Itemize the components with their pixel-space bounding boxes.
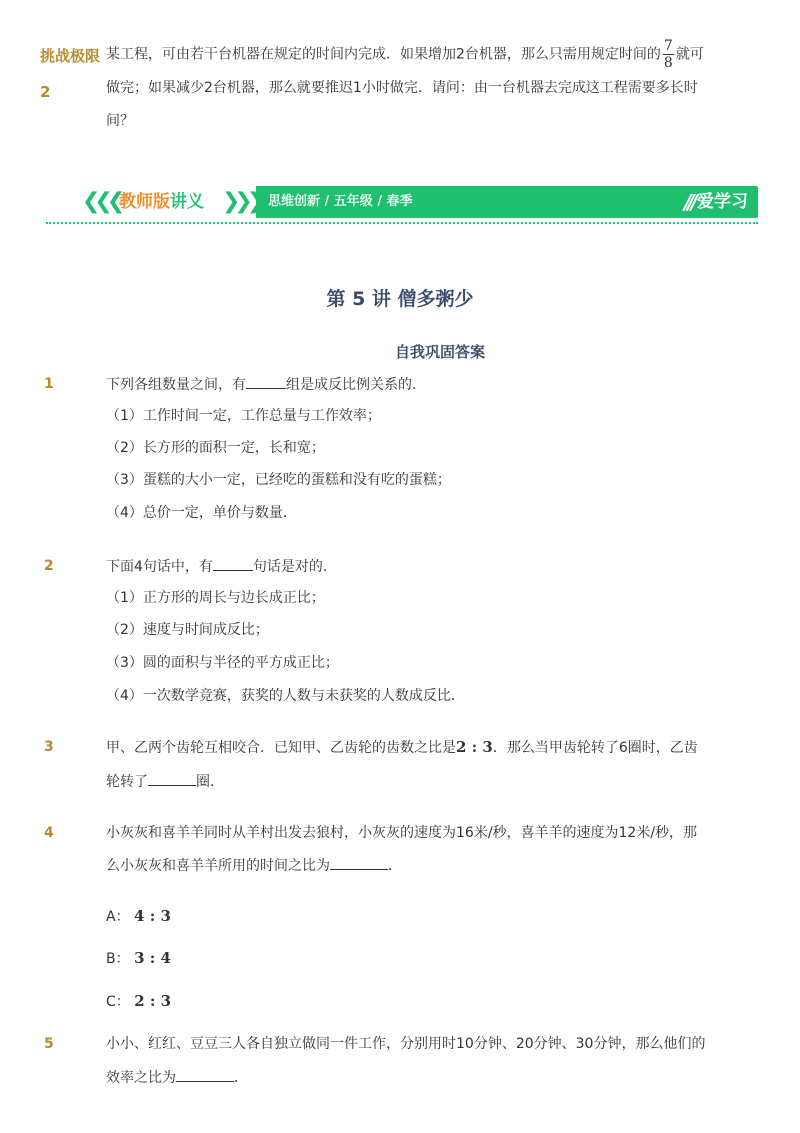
option-ratio: 3 : 4 — [134, 949, 171, 967]
option-b — [106, 948, 171, 969]
banner-title-a: 教师版 — [119, 192, 170, 212]
challenge-line-1 — [106, 38, 746, 72]
question-1-stem-after: 组是成反比例关系的． — [286, 377, 426, 393]
question-2-number: 2 — [44, 558, 54, 574]
header-banner — [46, 186, 758, 218]
fraction-seven-eighths — [663, 38, 674, 71]
banner-subtitle: 思维创新 / 五年级 / 春季 — [268, 194, 413, 209]
question-1-item: （1）工作时间一定，工作总量与工作效率； — [106, 408, 381, 424]
chevron-left-icon: ❮❮❮ — [82, 189, 120, 214]
answer-blank — [330, 855, 388, 870]
question-3-line-2 — [106, 771, 224, 792]
challenge-line-1-after: 就可 — [675, 46, 704, 63]
question-2-item: （3）圆的面积与半径的平方成正比； — [106, 655, 339, 671]
question-1-item: （4）总价一定，单价与数量． — [106, 505, 297, 521]
question-4-number: 4 — [44, 825, 54, 841]
challenge-text — [106, 38, 746, 138]
option-c — [106, 991, 171, 1012]
question-3-line-1 — [106, 737, 698, 758]
banner-divider — [46, 222, 758, 224]
question-4-line-2-after: ． — [388, 858, 402, 874]
option-letter: B： — [106, 951, 130, 967]
question-2-stem-before: 下面4句话中，有 — [106, 559, 213, 575]
question-5-line-2-before: 效率之比为 — [106, 1070, 176, 1086]
logo-mark-icon: /// — [684, 190, 694, 214]
question-5-number: 5 — [44, 1036, 54, 1052]
question-4-line-1: 小灰灰和喜羊羊同时从羊村出发去狼村，小灰灰的速度为16米/秒，喜羊羊的速度为12米/秒，那 — [106, 825, 698, 841]
answer-blank — [213, 556, 253, 571]
answer-blank — [246, 374, 286, 389]
question-5-line-2-after: ． — [234, 1070, 248, 1086]
section-title: 自我巩固答案 — [394, 343, 485, 361]
question-1-stem-before: 下列各组数量之间，有 — [106, 377, 246, 393]
banner-title-b: 讲义 — [170, 192, 204, 212]
option-a — [106, 906, 171, 927]
question-3-ratio: 2 : 3 — [456, 738, 493, 756]
challenge-line-2: 做完；如果减少2台机器，那么就要推迟1小时做完．请问：由一台机器去完成这工程需要多长时 — [106, 79, 698, 96]
question-2-item: （1）正方形的周长与边长成正比； — [106, 590, 325, 606]
question-2-stem-after: 句话是对的． — [252, 559, 337, 575]
question-1-stem — [106, 374, 426, 395]
fraction-numerator: 7 — [663, 38, 673, 54]
question-1-number: 1 — [44, 376, 54, 392]
challenge-label: 挑战极限2 — [40, 47, 101, 101]
question-1-item: （2）长方形的面积一定，长和宽； — [106, 440, 325, 456]
challenge-line-3: 间？ — [106, 112, 134, 129]
question-5-line-2 — [106, 1067, 248, 1088]
logo-text: 爱学习 — [697, 192, 748, 212]
question-3-line-2-after: 圈． — [196, 774, 224, 790]
question-3-line-2-before: 轮转了 — [106, 774, 148, 790]
option-ratio: 4 : 3 — [134, 907, 171, 925]
question-2-stem — [106, 556, 337, 577]
question-3-line-1-after: ．那么当甲齿轮转了6圈时，乙齿 — [492, 740, 698, 756]
answer-blank — [176, 1067, 234, 1082]
option-letter: C： — [106, 994, 130, 1010]
question-2-item: （2）速度与时间成反比； — [106, 622, 269, 638]
option-ratio: 2 : 3 — [134, 992, 172, 1010]
fraction-denominator: 8 — [663, 55, 673, 71]
question-5-line-1: 小小、红红、豆豆三人各自独立做同一件工作，分别用时10分钟、20分钟、30分钟，那么他们的 — [106, 1036, 706, 1052]
chevron-right-icon: ❯❯❯ — [222, 189, 260, 214]
question-3-number: 3 — [44, 739, 54, 755]
challenge-line-1-before: 某工程，可由若干台机器在规定的时间内完成．如果增加2台机器，那么只需用规定时间的 — [106, 46, 661, 63]
answer-blank — [148, 771, 196, 786]
question-4-line-2-before: 么小灰灰和喜羊羊所用的时间之比为 — [106, 858, 330, 874]
question-2-item: （4）一次数学竞赛，获奖的人数与未获奖的人数成反比． — [106, 688, 465, 704]
banner-title — [119, 192, 204, 212]
option-letter: A： — [106, 909, 130, 925]
banner-left-panel — [46, 186, 260, 218]
question-4-line-2 — [106, 855, 402, 876]
question-3-line-1-before: 甲、乙两个齿轮互相咬合．已知甲、乙齿轮的齿数之比是 — [106, 740, 456, 756]
question-1-item: （3）蛋糕的大小一定，已经吃的蛋糕和没有吃的蛋糕； — [106, 472, 451, 488]
lecture-title: 第 5 讲 僧多粥少 — [326, 288, 474, 310]
